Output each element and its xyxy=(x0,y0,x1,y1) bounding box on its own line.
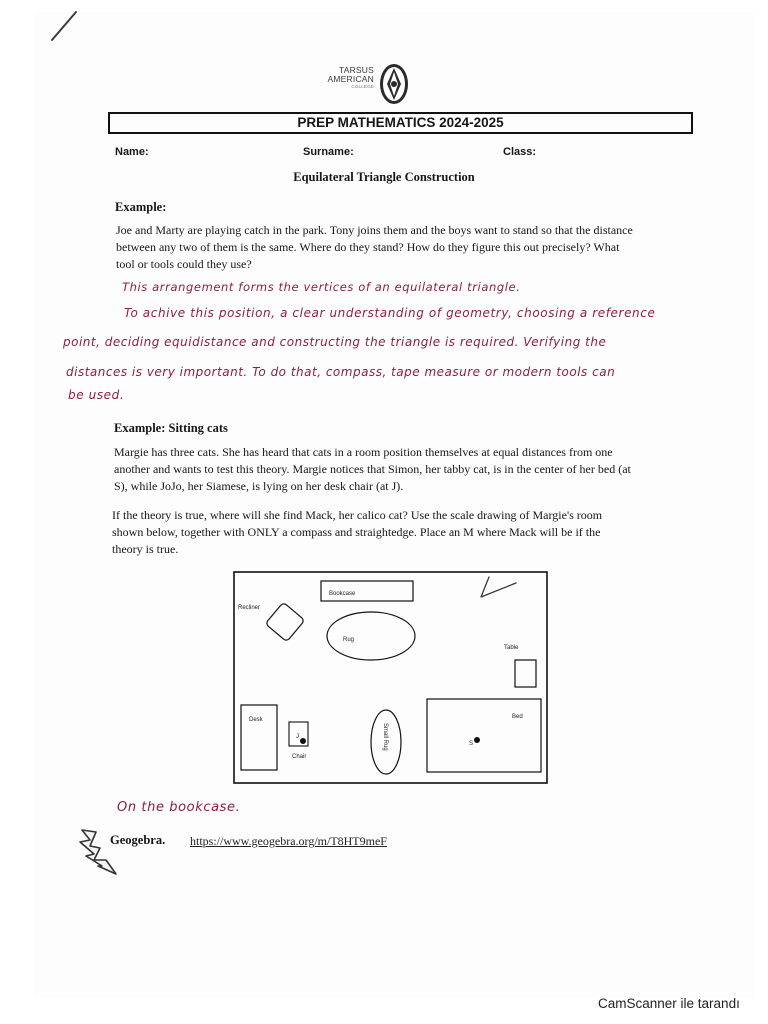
handwritten-answer-bookcase: On the bookcase. xyxy=(117,800,241,815)
sitting-cats-line-1: Margie has three cats. She has heard that cats in a room position themselves at equal distances from one xyxy=(114,445,613,459)
room-scale-drawing xyxy=(233,571,549,785)
geogebra-label: Geogebra. xyxy=(110,833,166,847)
rug xyxy=(327,612,415,660)
bookcase xyxy=(321,581,413,601)
pen-stroke-mark xyxy=(50,10,80,42)
example-problem-text xyxy=(116,222,676,273)
bed-label: Bed xyxy=(512,714,523,720)
school-logo xyxy=(320,62,410,108)
logo-line-1: TARSUS xyxy=(338,65,374,75)
sitting-cats-paragraph-2 xyxy=(112,507,692,558)
sitting-cats-line-2: another and wants to test this theory. Margie notices that Simon, her tabby cat, is in the center of her bed (at xyxy=(114,462,631,476)
class-field-label: Class: xyxy=(503,146,537,158)
rug-label: Rug xyxy=(343,637,355,643)
worksheet-title: Equilateral Triangle Construction xyxy=(293,170,475,184)
sitting-cats-paragraph-1 xyxy=(114,444,694,495)
chair-point-label: J xyxy=(296,734,299,740)
example-line-2: between any two of them is the same. Where do they stand? How do they figure this out precisely? What xyxy=(116,240,620,254)
desk-label: Desk xyxy=(249,717,263,723)
name-field-label: Name: xyxy=(115,146,149,158)
sitting-cats-heading: Example: Sitting cats xyxy=(114,421,228,435)
bookcase-label: Bookcase xyxy=(329,591,356,597)
bed xyxy=(427,699,541,772)
table-label: Table xyxy=(504,645,519,651)
course-title: PREP MATHEMATICS 2024-2025 xyxy=(108,112,693,134)
handwritten-answer-line-1: This arrangement forms the vertices of an equilateral triangle. xyxy=(122,280,521,294)
handwritten-answer-line-2: To achive this position, a clear understanding of geometry, choosing a reference xyxy=(124,306,656,320)
recliner-label: Recliner xyxy=(238,605,261,611)
handwritten-answer-line-4: distances is very important. To do that, compass, tape measure or modern tools can xyxy=(66,365,616,379)
logo-line-2: AMERICAN xyxy=(327,74,374,84)
logo-line-3: COLLEGE xyxy=(351,84,374,89)
desk-chair xyxy=(289,722,308,760)
check-mark xyxy=(481,577,516,597)
handwritten-answer-line-5: be used. xyxy=(68,388,125,402)
scanner-watermark: CamScanner ile tarandı xyxy=(598,996,740,1011)
sitting-cats-line-6: theory is true. xyxy=(112,542,179,556)
handwritten-answer-line-3: point, deciding equidistance and constructing the triangle is required. Verifying the xyxy=(63,335,607,349)
example-line-3: tool or tools could they use? xyxy=(116,257,252,271)
example-heading: Example: xyxy=(115,200,167,214)
table xyxy=(515,660,536,687)
small-rug xyxy=(371,710,401,774)
logo-wordmark xyxy=(320,66,374,90)
sitting-cats-line-4: If the theory is true, where will she find Mack, her calico cat? Use the scale drawing of Margie's room xyxy=(112,508,603,522)
example-line-1: Joe and Marty are playing catch in the park. Tony joins them and the boys want to stand so that the distance xyxy=(116,223,633,237)
scanned-page xyxy=(34,12,754,997)
geogebra-link[interactable]: https://www.geogebra.org/m/T8HT9meF xyxy=(190,834,387,848)
room-outline xyxy=(234,572,547,783)
recliner xyxy=(265,602,304,641)
sitting-cats-line-5: shown below, together with ONLY a compass and straightedge. Place an M where Mack will be if the xyxy=(112,525,601,539)
chair-label: Chair xyxy=(292,754,307,760)
small-rug-label: Small Rug xyxy=(382,723,388,751)
sitting-cats-line-3: S), while JoJo, her Siamese, is lying on her desk chair (at J). xyxy=(114,479,404,493)
school-emblem xyxy=(377,62,411,106)
desk xyxy=(241,705,277,770)
surname-field-label: Surname: xyxy=(303,146,354,158)
bed-point-label: S xyxy=(469,741,474,747)
